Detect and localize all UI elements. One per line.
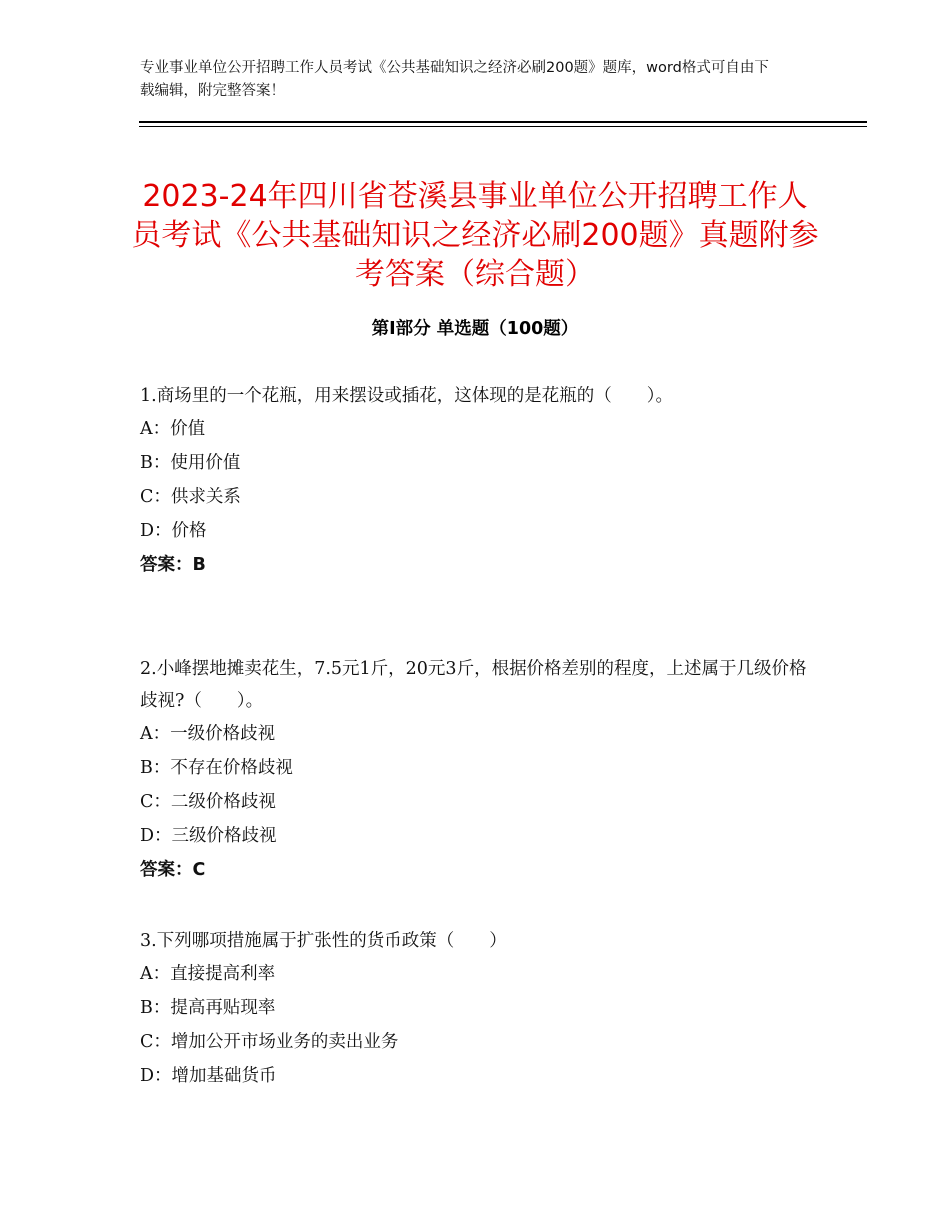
- option-a: A：一级价格歧视: [140, 724, 276, 744]
- option-d: D：增加基础货币: [140, 1066, 277, 1086]
- question-block: [140, 653, 820, 887]
- option-b: B：使用价值: [140, 453, 241, 473]
- header-note: 专业事业单位公开招聘工作人员考试《公共基础知识之经济必刷200题》题库，word格式可自由下载编辑，附完整答案！: [140, 60, 769, 99]
- option-c: C：供求关系: [140, 487, 241, 507]
- document-title: 2023-24年四川省苍溪县事业单位公开招聘工作人员考试《公共基础知识之经济必刷200题》真题附参考答案（综合题）: [131, 179, 819, 293]
- header-rule-thin: [139, 126, 867, 127]
- question-stem: 3.下列哪项措施属于扩张性的货币政策（ ）: [140, 931, 507, 951]
- option-a: A：价值: [140, 419, 206, 439]
- answer: 答案：C: [140, 860, 206, 880]
- option-a: A：直接提高利率: [140, 964, 276, 984]
- option-b: B：提高再贴现率: [140, 998, 276, 1018]
- section-heading: 第Ⅰ部分 单选题（100题）: [371, 319, 579, 339]
- option-b: B：不存在价格歧视: [140, 758, 293, 778]
- question-block: [140, 380, 820, 582]
- option-c: C：增加公开市场业务的卖出业务: [140, 1032, 399, 1052]
- option-d: D：价格: [140, 521, 207, 541]
- header-rule-thick: [139, 121, 867, 123]
- option-d: D：三级价格歧视: [140, 826, 277, 846]
- question-stem: 1.商场里的一个花瓶，用来摆设或插花，这体现的是花瓶的（ ）。: [140, 386, 673, 406]
- question-stem: 2.小峰摆地摊卖花生，7.5元1斤，20元3斤，根据价格差别的程度，上述属于几级价格歧视?（ ）。: [140, 659, 807, 711]
- answer: 答案：B: [140, 555, 206, 575]
- question-block: [140, 925, 820, 1093]
- option-c: C：二级价格歧视: [140, 792, 276, 812]
